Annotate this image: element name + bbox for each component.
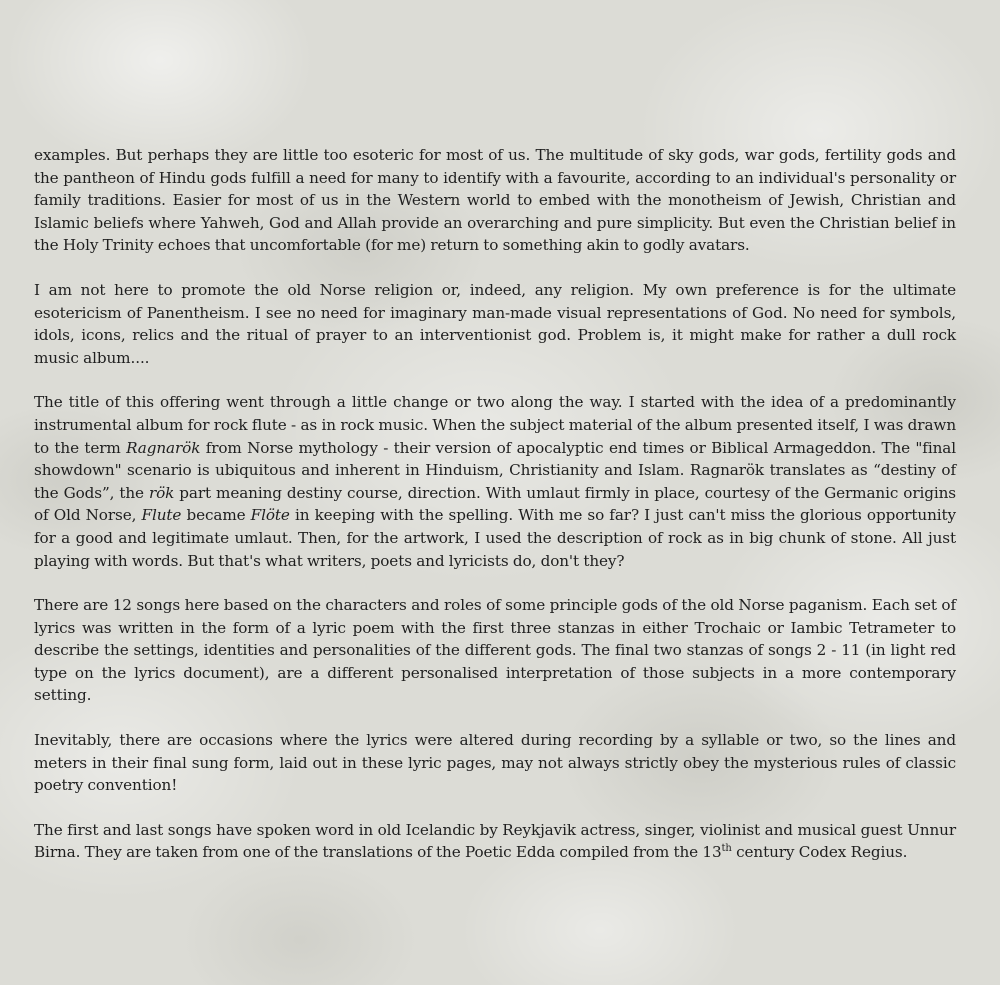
text-segment: I am not here to promote the old Norse religion or, indeed, any religion. My own preference is for the ultimate esotericism of Panentheism. I see no need for imaginary man-made visual representations of God. No need for symbols, idols, icons, relics and the ritual of prayer to an interventionist god. Problem is, it might make for rather a dull rock music album.... bbox=[34, 280, 956, 367]
text-segment: There are 12 songs here based on the characters and roles of some principle gods of the old Norse paganism. Each set of lyrics was written in the form of a lyric poem with the first three stanzas in either Trochaic or Iambic Tetrameter to describe the settings, identities and personalities of the different gods. The final two stanzas of songs 2 - 11 (in light red type on the lyrics document), are a different personalised interpretation of those subjects in a more contemporary setting. bbox=[34, 596, 956, 705]
text-segment: The first and last songs have spoken word in old Icelandic by Reykjavik actress, singer, violinist and musical guest Unnur Birna. They are taken from one of the translations of the Poetic Edda compiled from the 13 bbox=[34, 820, 956, 862]
italic-term-ragnarok: Ragnarök bbox=[126, 438, 201, 457]
paragraph-religion bbox=[34, 279, 956, 369]
paragraph-spoken-word bbox=[34, 819, 956, 864]
superscript-ordinal: th bbox=[721, 843, 732, 855]
text-segment: from Norse mythology - their version of apocalyptic end times or Biblical Armageddon. The "final showdown" scenario is ubiquitous and inherent in Hinduism, Christianity and Islam. Ragnarök translates as “destiny of the Gods”, the bbox=[34, 438, 956, 502]
text-segment: Inevitably, there are occasions where the lyrics were altered during recording by a syllable or two, so the lines and meters in their final sung form, laid out in these lyric pages, may not always strictly obey the mysterious rules of classic poetry convention! bbox=[34, 731, 956, 795]
text-segment: century Codex Regius. bbox=[731, 843, 908, 862]
text-segment: became bbox=[181, 506, 251, 525]
paragraph-album-title bbox=[34, 391, 956, 572]
text-segment: in keeping with the spelling. With me so far? I just can't miss the glorious opportunity for a good and legitimate umlaut. Then, for the artwork, I used the description of rock as in big chunk of stone. All just playing with words. But that's what writers, poets and lyricists do, don't they? bbox=[34, 506, 957, 570]
paragraph-deities bbox=[34, 144, 956, 257]
text-segment: examples. But perhaps they are little too esoteric for most of us. The multitude of sky gods, war gods, fertility gods and the pantheon of Hindu gods fulfill a need for many to identify with a favourite, according to an individual's personality or family traditions. Easier for most of us in the Western world to embed with the monotheism of Jewish, Christian and Islamic beliefs where Yahweh, God and Allah provide an overarching and pure simplicity. But even the Christian belief in the Holy Trinity echoes that uncomfortable (for me) return to something akin to godly avatars. bbox=[34, 146, 956, 255]
text-segment: part meaning destiny course, direction. With umlaut firmly in place, courtesy of the Germanic origins of Old Norse, bbox=[34, 483, 956, 525]
text-segment: The title of this offering went through a little change or two along the way. I started with the idea of a predominantly instrumental album for rock flute - as in rock music. When the subject material of the album presented itself, I was drawn to the term bbox=[34, 393, 956, 457]
italic-term-rok: rök bbox=[148, 483, 175, 502]
paragraph-songs bbox=[34, 594, 956, 707]
italic-term-flute: Flute bbox=[141, 506, 182, 525]
paragraph-lyrics-altered bbox=[34, 729, 956, 797]
italic-term-flote: Flöte bbox=[250, 506, 290, 525]
liner-notes-text bbox=[34, 144, 956, 886]
